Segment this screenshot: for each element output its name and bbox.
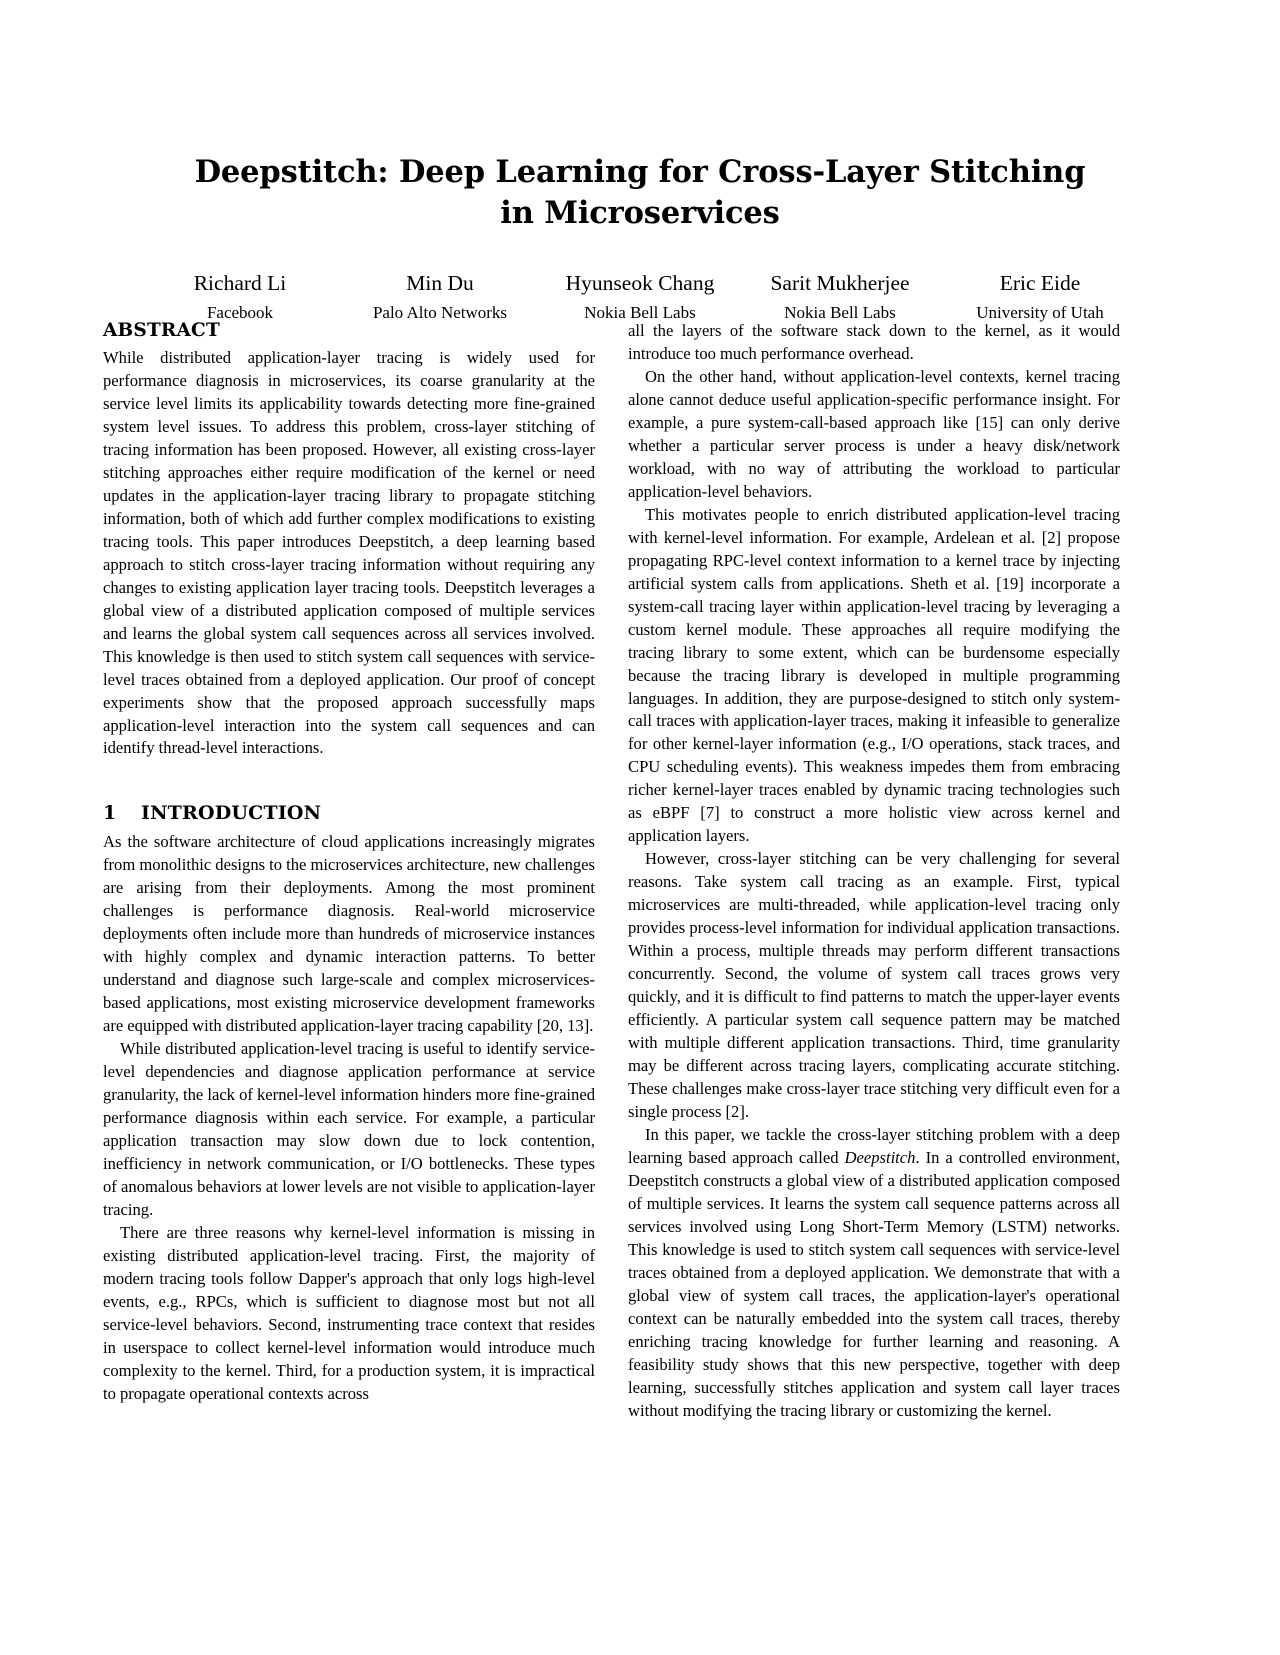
intro-paragraph-3: There are three reasons why kernel-level information is missing in existing distributed application-level tracing. First, the majority of modern tracing tools follow Dapper's approach that only logs high-level events, e.g., RPCs, which is sufficient to diagnose most but not all service-level behaviors. Second, instrumenting trace context that resides in userspace to collect kernel-level information would introduce much complexity to the kernel. Third, for a production system, it is impractical to propagate operational contexts across (103, 1222, 595, 1403)
abstract-heading: ABSTRACT (103, 320, 220, 341)
author-affiliation: University of Utah (976, 302, 1104, 322)
section-number: 1 (103, 802, 117, 825)
author-list (140, 271, 1140, 325)
page-title (190, 152, 1090, 233)
introduction-heading (103, 802, 595, 824)
author-entry (540, 271, 740, 325)
author-entry (740, 271, 940, 325)
author-affiliation: Facebook (206, 302, 274, 322)
intro-paragraph-4: all the layers of the software stack down to the kernel, as it would introduce too much performance overhead. (628, 321, 1120, 363)
left-column (103, 320, 595, 1423)
intro-paragraph-8 (628, 1124, 1120, 1423)
intro-p8-before: In this paper, we tackle the cross-layer stitching problem with a deep learning based approach called (628, 1124, 1120, 1167)
intro-paragraph-7: However, cross-layer stitching can be very challenging for several reasons. Take system call tracing as an example. First, typical microservices are multi-threaded, while application-level tracing only provides process-level information for individual application transactions. Within a process, multiple threads may perform different transactions concurrently. Second, the volume of system call traces grows very quickly, and it is difficult to find patterns to match the upper-layer events efficiently. A particular system call sequence pattern may be matched with multiple different application transactions. Third, time granularity may be different across tracing layers, complicating accurate stitching. These challenges make cross-layer trace stitching very difficult even for a single process [2]. (628, 849, 1120, 1121)
author-name: Sarit Mukherjee (770, 271, 910, 296)
title-line-1: Deepstitch: Deep Learning for Cross-Layer Stitching (194, 154, 1086, 190)
deepstitch-emphasis: Deepstitch (844, 1147, 916, 1167)
author-affiliation: Nokia Bell Labs (784, 302, 896, 322)
section-title: INTRODUCTION (141, 802, 322, 825)
abstract-text: While distributed application-layer tracing is widely used for performance diagnosis in microservices, its coarse granularity at the service level limits its applicability towards detecting more fine-grained system level issues. To address this problem, cross-layer stitching of tracing information has been proposed. However, all existing cross-layer stitching approaches either require modification of the kernel or need updates in the application-layer tracing library to propagate stitching information, both of which add further complex modifications to existing tracing tools. This paper introduces Deepstitch, a deep learning based approach to stitch cross-layer tracing information without requiring any changes to existing application layer tracing tools. Deepstitch leverages a global view of a distributed application composed of multiple services and learns the global system call sequences across all services involved. This knowledge is then used to stitch system call sequences with service-level traces obtained from a deployed application. Our proof of concept experiments show that the proposed approach successfully maps application-level interaction into the system call sequences and can identify thread-level interactions. (103, 348, 595, 758)
author-name: Richard Li (193, 271, 287, 296)
intro-paragraph-1: As the software architecture of cloud applications increasingly migrates from monolithic designs to the microservices architecture, new challenges are arising from their deployments. Among the most prominent challenges is performance diagnosis. Real-world microservice deployments often include more than hundreds of microservice instances with highly complex and dynamic interaction patterns. To better understand and diagnose such large-scale and complex microservices-based applications, most existing microservice development frameworks are equipped with distributed application-layer tracing capability [20, 13]. (103, 832, 595, 1036)
intro-paragraph-2: While distributed application-level tracing is useful to identify service-level dependencies and diagnose application performance at service granularity, the lack of kernel-level information hinders more fine-grained performance diagnosis within each service. For example, a particular application transaction may slow down due to lock contention, inefficiency in network communication, or I/O bottlenecks. These types of anomalous behaviors at lower levels are not visible to application-layer tracing. (103, 1039, 595, 1219)
author-entry (340, 271, 540, 325)
intro-paragraph-5: On the other hand, without application-level contexts, kernel tracing alone cannot deduce useful application-specific performance insight. For example, a pure system-call-based approach like [15] can only derive whether a particular server process is under a heavy disk/network workload, with no way of attributing the workload to particular application-level behaviors. (628, 366, 1120, 501)
intro-p8-after: . In a controlled environment, Deepstitch constructs a global view of a distributed application composed of multiple services. It learns the system call sequence patterns across all services involved using Long Short-Term Memory (LSTM) networks. This knowledge is used to stitch system call sequences with service-level traces obtained from a deployed application. We demonstrate that with a global view of system call traces, the application-layer's operational context can be naturally embedded into the system call traces, thereby enriching tracing knowledge for further learning and reasoning. A feasibility study shows that this new perspective, together with deep learning, successfully stitches application and system call layer traces without modifying the tracing library or customizing the kernel. (628, 1147, 1120, 1420)
author-name: Hyunseok Chang (565, 271, 715, 296)
title-line-2: in Microservices (500, 194, 780, 231)
right-column (628, 320, 1120, 1423)
author-affiliation: Palo Alto Networks (372, 302, 508, 322)
author-affiliation: Nokia Bell Labs (584, 302, 696, 322)
author-name: Eric Eide (999, 271, 1081, 296)
author-entry (140, 271, 340, 325)
intro-paragraph-6: This motivates people to enrich distributed application-level tracing with kernel-level information. For example, Ardelean et al. [2] propose propagating RPC-level context information to a kernel trace by injecting artificial system calls from applications. Sheth et al. [19] incorporate a system-call tracing layer within application-level tracing by leveraging a custom kernel module. These approaches all require modifying the tracing library to some extent, which can be burdensome especially because the tracing library is developed in multiple programming languages. In addition, they are purpose-designed to stitch only system-call traces with application-layer traces, making it infeasible to generalize for other kernel-layer information (e.g., I/O operations, stack traces, and CPU scheduling events). This weakness impedes them from embracing richer kernel-layer traces enabled by dynamic tracing technologies such as eBPF [7] to construct a more holistic view across kernel and application layers. (628, 504, 1120, 846)
author-entry (940, 271, 1140, 325)
title-block (0, 0, 1280, 325)
two-column-body (103, 320, 1177, 1423)
author-name: Min Du (406, 271, 474, 296)
